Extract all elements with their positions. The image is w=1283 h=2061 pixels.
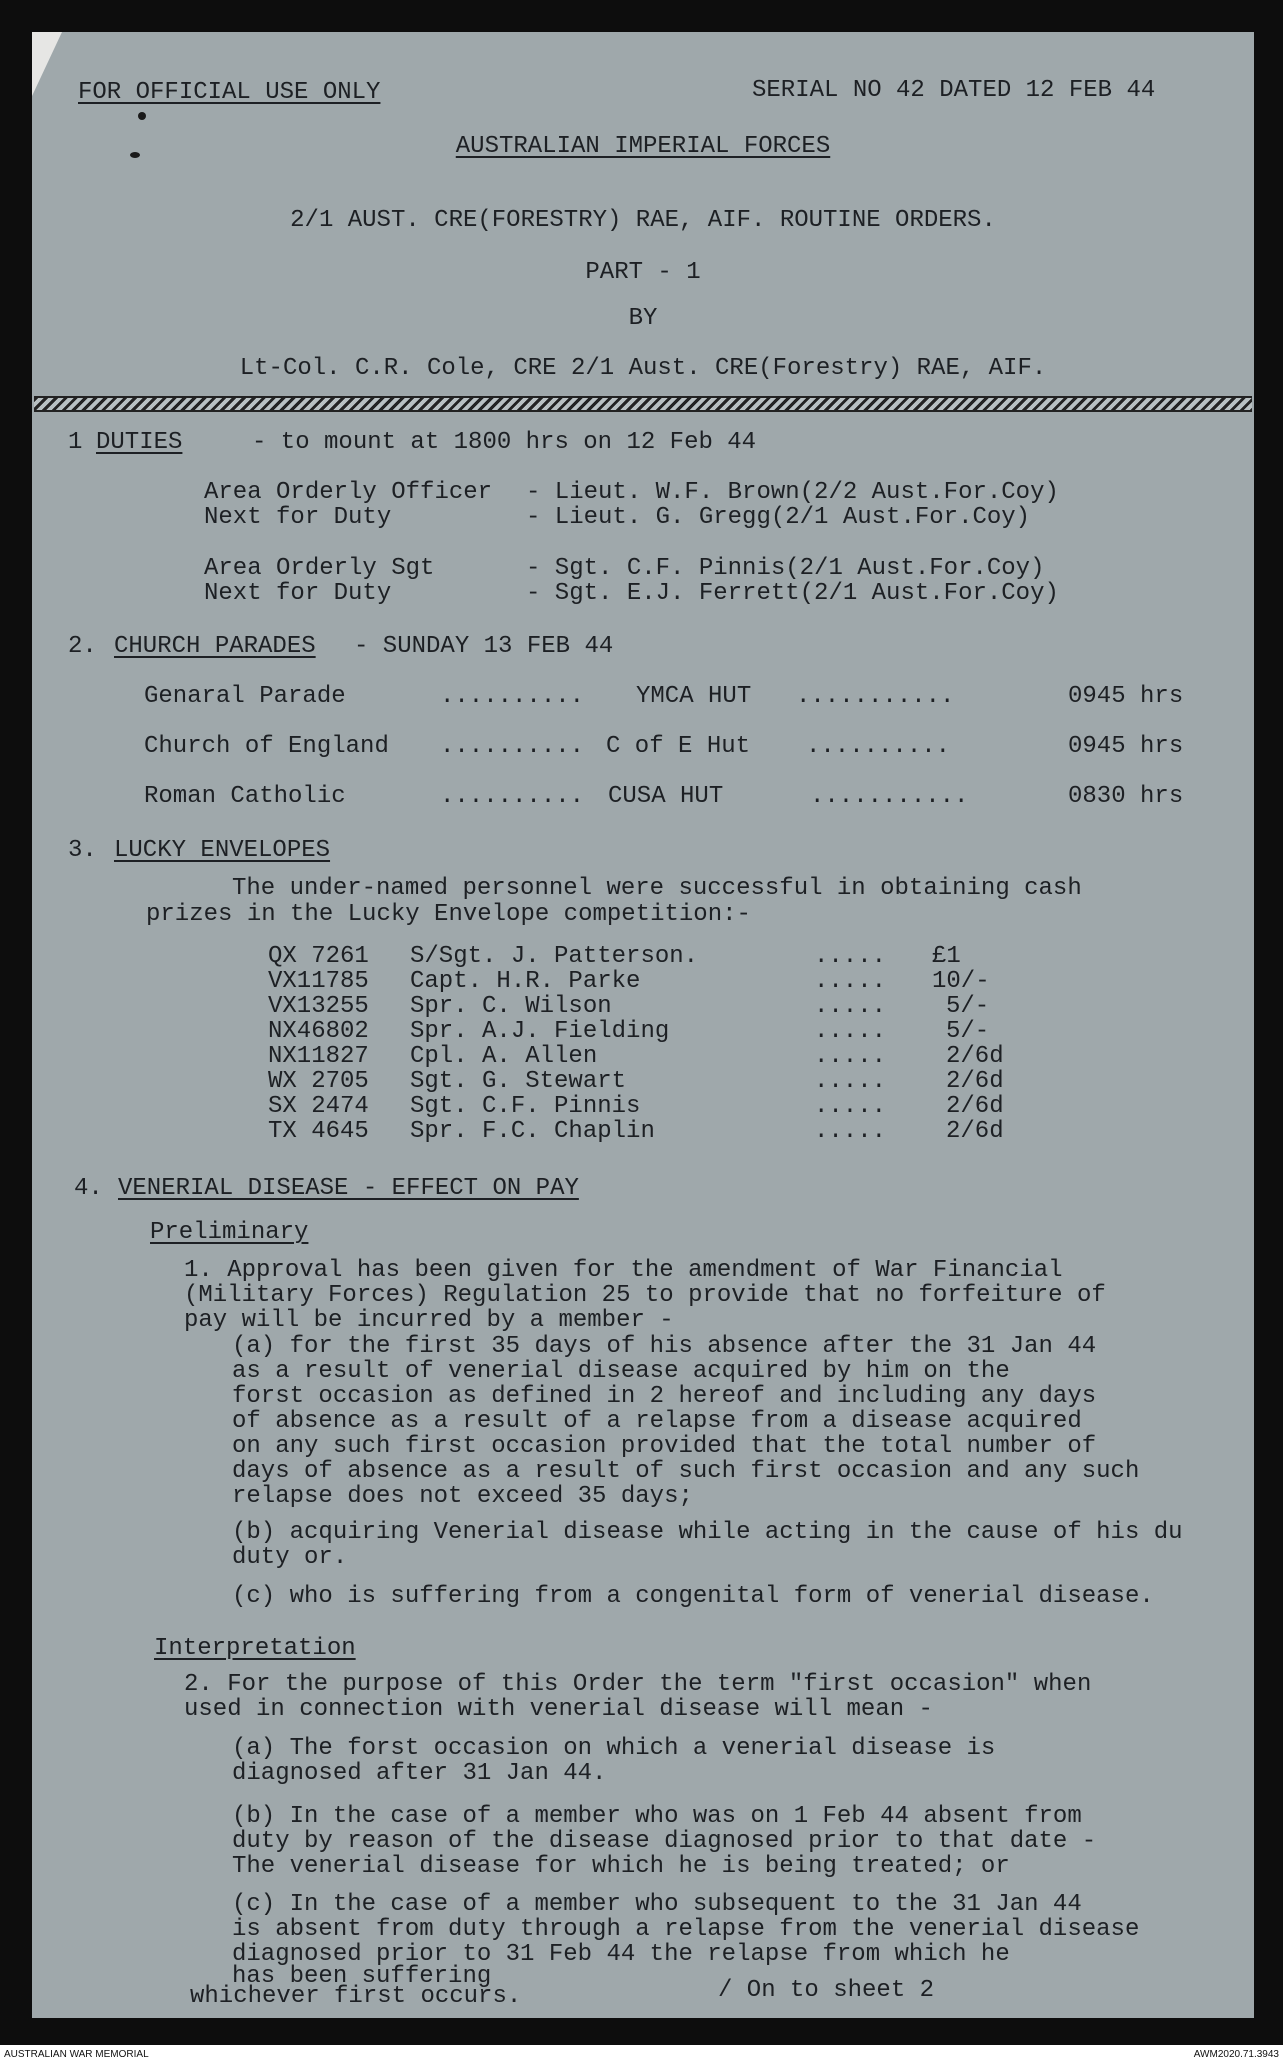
lucky-intro: prizes in the Lucky Envelope competition:-: [146, 901, 751, 928]
clause-line: The venerial disease for which he is being treated; or: [232, 1853, 1010, 1880]
winner-name: Capt. H.R. Parke: [410, 968, 641, 995]
clause-line: (b) In the case of a member who was on 1 Feb 44 absent from: [232, 1803, 1082, 1830]
service-number: VX13255: [268, 993, 369, 1020]
subheading-interpretation: Interpretation: [154, 1635, 356, 1662]
duties-intro: - to mount at 1800 hrs on 12 Feb 44: [252, 429, 757, 456]
section-number: 2.: [68, 633, 97, 660]
parade-time: 0945 hrs: [1068, 683, 1184, 710]
section-heading-church: CHURCH PARADES: [114, 633, 316, 660]
part-label: PART - 1: [585, 259, 701, 286]
paragraph-line: 1. Approval has been given for the amendment of War Financial: [184, 1257, 1063, 1284]
paragraph-line: used in connection with venerial disease will mean -: [184, 1696, 933, 1723]
leader-dots: .....: [814, 968, 887, 995]
clause-line: on any such first occasion provided that the total number of: [232, 1433, 1097, 1460]
parade-name: Genaral Parade: [144, 683, 346, 710]
parade-leader: ..........: [806, 733, 951, 760]
clause-line: diagnosed prior to 31 Feb 44 the relapse from which he: [232, 1941, 1010, 1968]
clause-line: is absent from duty through a relapse from the venerial disease: [232, 1916, 1140, 1943]
section-number: 1: [68, 429, 83, 456]
section-heading-vd: VENERIAL DISEASE - EFFECT ON PAY: [118, 1175, 579, 1202]
section-heading-duties: DUTIES: [96, 429, 183, 456]
parade-name: Roman Catholic: [144, 783, 346, 810]
folded-corner: [32, 32, 62, 96]
clause-line: (b) acquiring Venerial disease while acting in the cause of his du: [232, 1519, 1183, 1546]
staple-hole: [138, 112, 146, 120]
by-label: BY: [628, 305, 658, 332]
clause-line: relapse does not exceed 35 days;: [232, 1483, 693, 1510]
clause-line: (c) In the case of a member who subsequent to the 31 Jan 44: [232, 1891, 1082, 1918]
winner-name: Sgt. C.F. Pinnis: [410, 1093, 641, 1120]
orders-title: 2/1 AUST. CRE(FORESTRY) RAE, AIF. ROUTINE ORDERS.: [290, 207, 996, 234]
clause-line: as a result of venerial disease acquired by him on the: [232, 1358, 1010, 1385]
parade-leader: ..........: [440, 683, 585, 710]
clause-line: (a) The forst occasion on which a venerial disease is: [232, 1735, 996, 1762]
duty-person: - Sgt. E.J. Ferrett(2/1 Aust.For.Coy): [526, 580, 1059, 607]
service-number: VX11785: [268, 968, 369, 995]
subheading-preliminary: Preliminary: [150, 1219, 309, 1246]
org-title: AUSTRALIAN IMPERIAL FORCES: [455, 133, 831, 160]
classification-label: FOR OFFICIAL USE ONLY: [78, 79, 381, 106]
section-number: 3.: [68, 837, 97, 864]
paragraph-line: (Military Forces) Regulation 25 to provide that no forfeiture of: [184, 1282, 1106, 1309]
service-number: WX 2705: [268, 1068, 369, 1095]
duty-role: Area Orderly Sgt: [204, 555, 435, 582]
clause-line: diagnosed after 31 Jan 44.: [232, 1760, 607, 1787]
winner-name: Spr. A.J. Fielding: [410, 1018, 670, 1045]
parade-time: 0945 hrs: [1068, 733, 1184, 760]
parade-time: 0830 hrs: [1068, 783, 1184, 810]
church-date: - SUNDAY 13 FEB 44: [354, 633, 614, 660]
clause-line: duty by reason of the disease diagnosed prior to that date -: [232, 1828, 1097, 1855]
prize-amount: £1: [932, 943, 961, 970]
clause-line: forst occasion as defined in 2 hereof and including any days: [232, 1383, 1097, 1410]
paragraph-line: 2. For the purpose of this Order the term "first occasion" when: [184, 1671, 1092, 1698]
archive-id: AWM2020.71.3943: [1193, 2049, 1279, 2060]
duty-role: Next for Duty: [204, 504, 392, 531]
lucky-intro: The under-named personnel were successful in obtaining cash: [232, 875, 1082, 902]
winner-name: S/Sgt. J. Patterson.: [410, 943, 699, 970]
duty-person: - Sgt. C.F. Pinnis(2/1 Aust.For.Coy): [526, 555, 1045, 582]
parade-leader: ...........: [796, 683, 955, 710]
parade-name: Church of England: [144, 733, 389, 760]
clause-line: has been suffering: [232, 1963, 492, 1990]
parade-leader: ..........: [440, 733, 585, 760]
leader-dots: .....: [814, 1068, 887, 1095]
parade-leader: ...........: [810, 783, 969, 810]
archive-credit: AUSTRALIAN WAR MEMORIAL: [4, 2049, 149, 2060]
section-heading-lucky: LUCKY ENVELOPES: [114, 837, 331, 864]
section-number: 4.: [74, 1175, 103, 1202]
clause-line: (c) who is suffering from a congenital form of venerial disease.: [232, 1583, 1154, 1610]
clause-line: of absence as a result of a relapse from a disease acquired: [232, 1408, 1082, 1435]
duty-role: Area Orderly Officer: [204, 479, 493, 506]
duty-person: - Lieut. G. Gregg(2/1 Aust.For.Coy): [526, 504, 1031, 531]
leader-dots: .....: [814, 1043, 887, 1070]
prize-amount: 2/6d: [946, 1093, 1004, 1120]
closing-line: whichever first occurs.: [190, 1983, 522, 2010]
service-number: NX46802: [268, 1018, 369, 1045]
leader-dots: .....: [814, 943, 887, 970]
leader-dots: .....: [814, 993, 887, 1020]
service-number: SX 2474: [268, 1093, 369, 1120]
winner-name: Spr. F.C. Chaplin: [410, 1118, 655, 1145]
winner-name: Spr. C. Wilson: [410, 993, 612, 1020]
duty-person: - Lieut. W.F. Brown(2/2 Aust.For.Coy): [526, 479, 1059, 506]
signatory: Lt-Col. C.R. Cole, CRE 2/1 Aust. CRE(Forestry) RAE, AIF.: [239, 355, 1047, 382]
service-number: QX 7261: [268, 943, 369, 970]
clause-line: duty or.: [232, 1544, 348, 1571]
winner-name: Cpl. A. Allen: [410, 1043, 598, 1070]
serial-number: SERIAL NO 42 DATED 12 FEB 44: [752, 77, 1156, 104]
leader-dots: .....: [814, 1093, 887, 1120]
prize-amount: 2/6d: [946, 1068, 1004, 1095]
clause-line: days of absence as a result of such first occasion and any such: [232, 1458, 1140, 1485]
parade-place: CUSA HUT: [608, 783, 724, 810]
leader-dots: .....: [814, 1118, 887, 1145]
prize-amount: 5/-: [946, 993, 990, 1020]
prize-amount: 2/6d: [946, 1043, 1004, 1070]
header-divider: [34, 396, 1252, 412]
prize-amount: 10/-: [932, 968, 990, 995]
paragraph-line: pay will be incurred by a member -: [184, 1307, 674, 1334]
prize-amount: 5/-: [946, 1018, 990, 1045]
service-number: TX 4645: [268, 1118, 369, 1145]
parade-leader: ..........: [440, 783, 585, 810]
duty-role: Next for Duty: [204, 580, 392, 607]
prize-amount: 2/6d: [946, 1118, 1004, 1145]
parade-place: YMCA HUT: [636, 683, 752, 710]
clause-line: (a) for the first 35 days of his absence after the 31 Jan 44: [232, 1333, 1097, 1360]
leader-dots: .....: [814, 1018, 887, 1045]
continued-note: / On to sheet 2: [718, 1977, 935, 2004]
service-number: NX11827: [268, 1043, 369, 1070]
parade-place: C of E Hut: [606, 733, 751, 760]
winner-name: Sgt. G. Stewart: [410, 1068, 627, 1095]
